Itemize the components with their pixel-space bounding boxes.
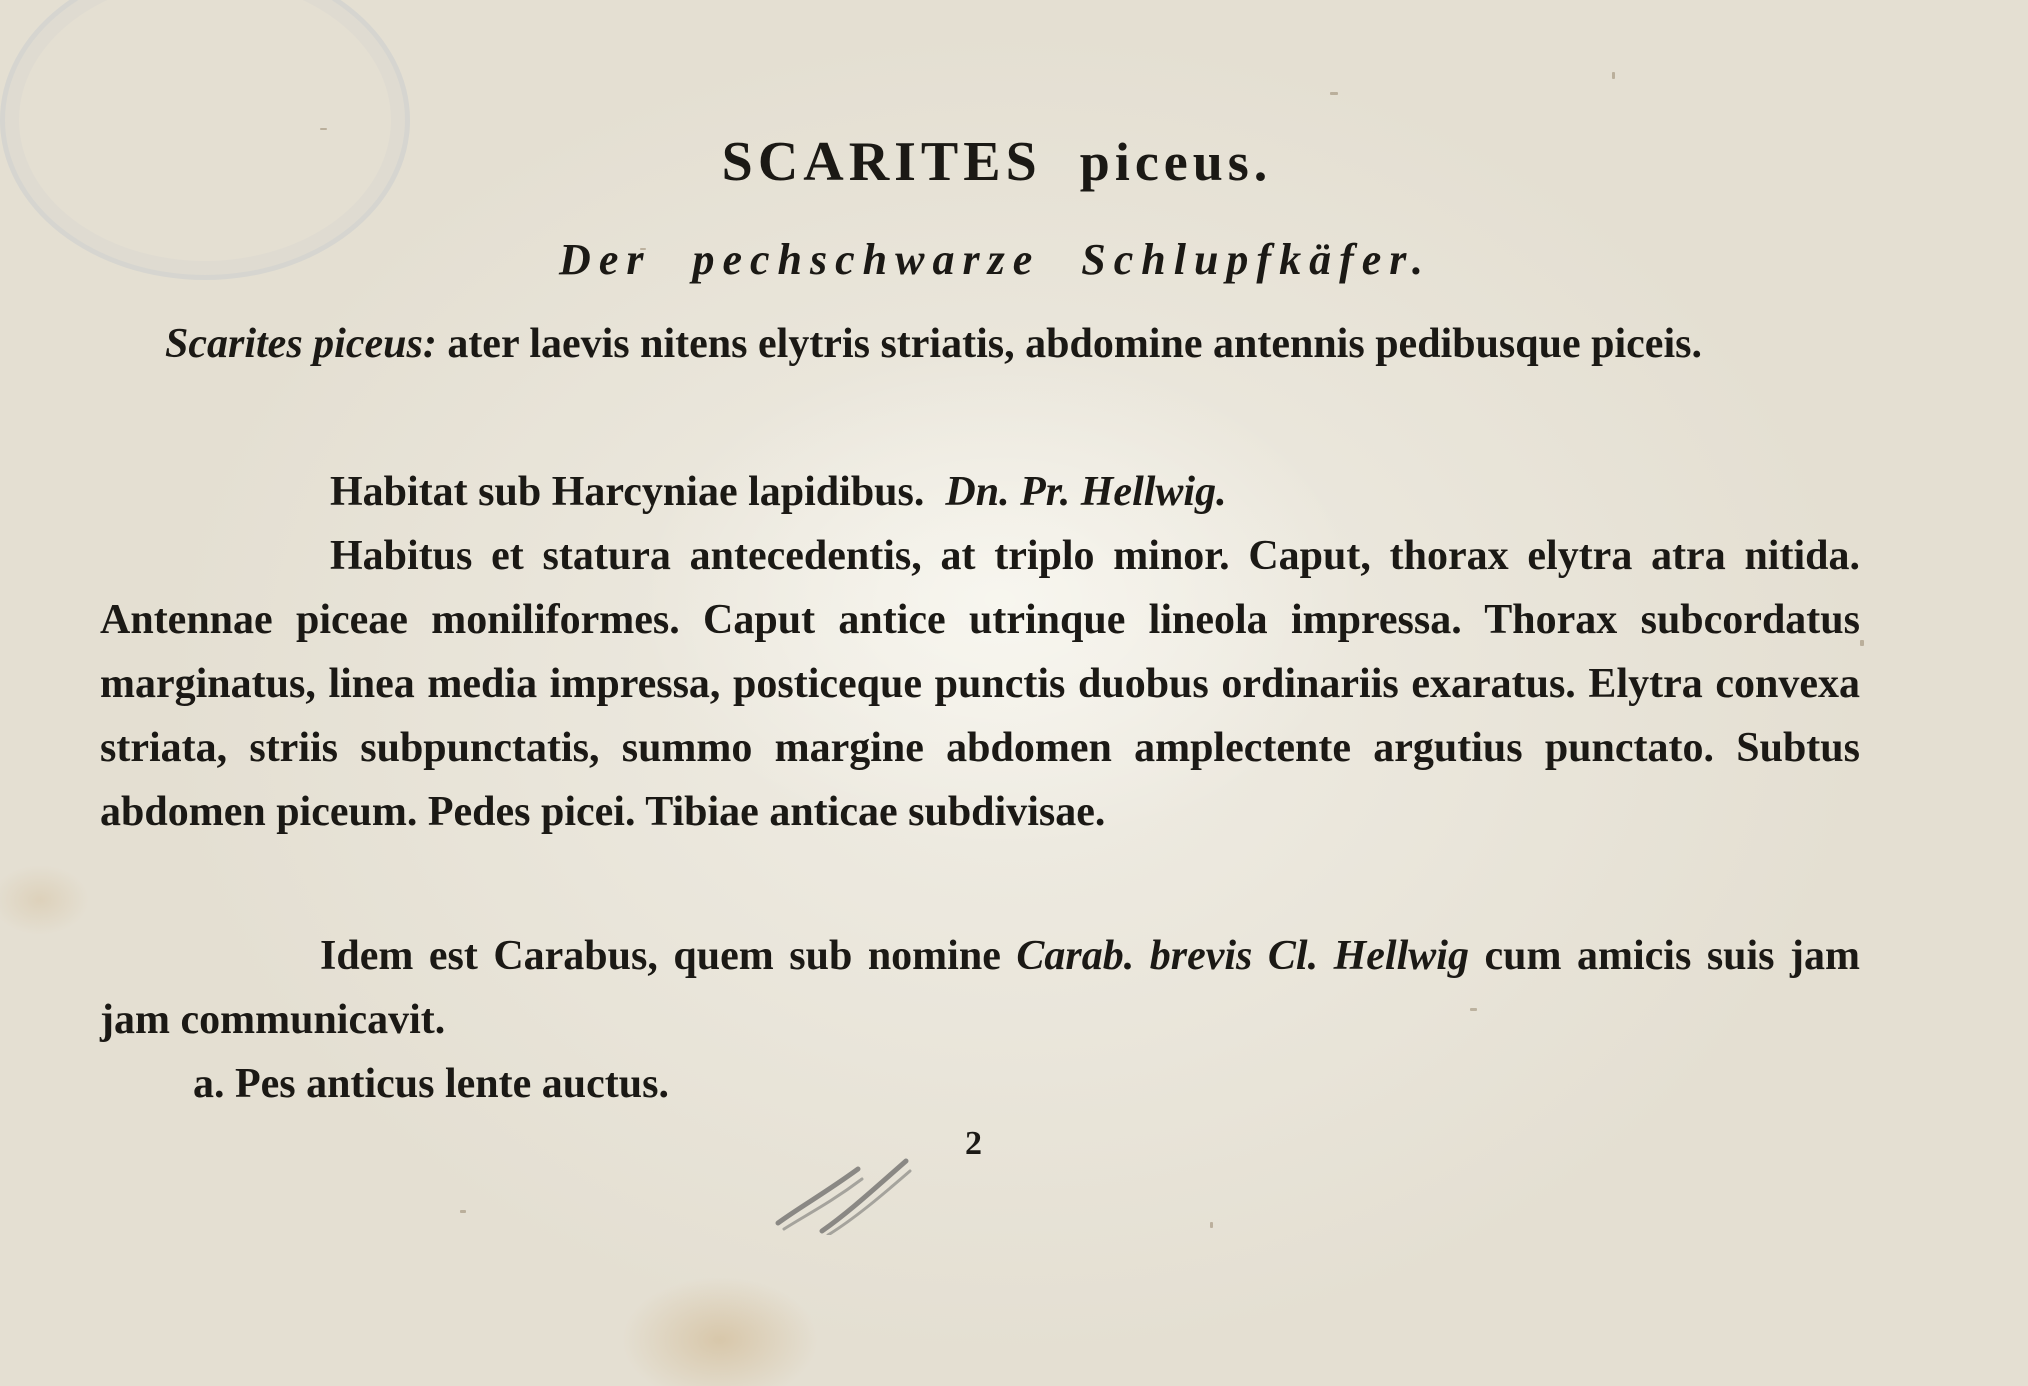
habitat-paragraph (100, 460, 1860, 524)
paper-fleck (1860, 640, 1864, 646)
synonym-text: Idem est Carabus, quem sub nomine (320, 933, 1001, 979)
paper-fleck (460, 1210, 466, 1213)
synonym-name: Carab. brevis Cl. Hellwig (1016, 933, 1469, 979)
paper-fleck (1612, 72, 1615, 79)
habitat-text: Habitat sub Harcyniae lapidibus. (330, 469, 925, 515)
german-common-name: Der pechschwarze Schlupfkäfer. (559, 235, 1431, 284)
paper-fleck (1210, 1222, 1213, 1228)
diagnosis-paragraph (100, 312, 2010, 376)
paper-fleck (1330, 92, 1338, 95)
page-number: 2 (965, 1125, 982, 1162)
synonym-paragraph (100, 924, 1860, 1052)
habitat-credit: Dn. Pr. Hellwig. (945, 469, 1227, 515)
pencil-mark (770, 1145, 920, 1235)
description-paragraph (100, 524, 1860, 844)
genus-name: SCARITES (721, 131, 1042, 193)
description-text: Habitus et statura antecedentis, at triplo minor. Caput, thorax elytra atra nitida. Antennae piceae moniliformes. Caput antice utrinque lineola impressa. Thorax subcordatus marginatus, linea media impressa, posticeque punctis duobus ordinariis exaratus. Elytra convexa striata, striis subpunctatis, summo margine abdomen amplectente argutius punctato. Subtus abdomen piceum. Pedes picei. Tibiae anticae subdivisae. (100, 533, 1860, 835)
diagnosis-text: ater laevis nitens elytris striatis, abdomine antennis pedibusque piceis. (447, 321, 1702, 367)
figure-legend (100, 1052, 1953, 1116)
species-title (0, 130, 1994, 194)
diagnosis-taxon: Scarites piceus: (165, 321, 437, 367)
figure-legend-text: a. Pes anticus lente auctus. (193, 1061, 669, 1107)
species-name: piceus. (1079, 132, 1273, 192)
synonym-text-end: cum amicis suis jam jam communicavit. (100, 933, 1861, 1043)
